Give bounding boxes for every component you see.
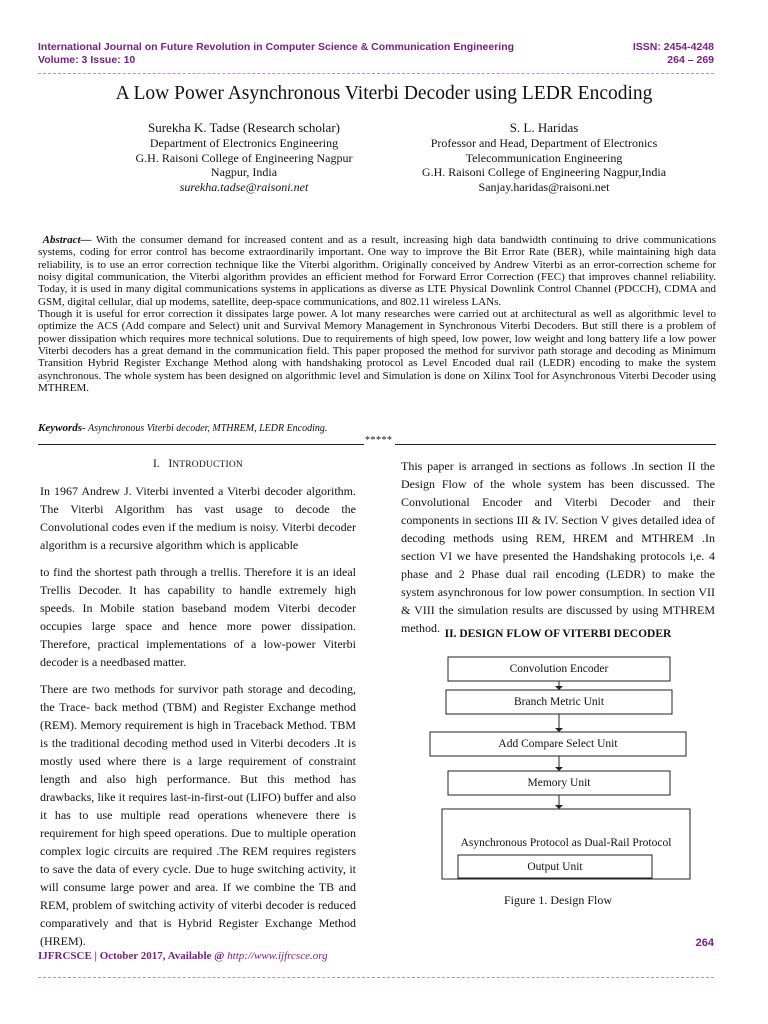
footer-url[interactable]: http://www.ijfrcsce.org — [227, 950, 328, 962]
journal-issn: ISSN: 2454-4248 — [632, 41, 714, 53]
keywords — [38, 422, 327, 434]
journal-header-right — [633, 41, 714, 67]
author-name: S. L. Haridas — [509, 120, 579, 135]
design-flow-svg — [420, 652, 698, 892]
footer-divider — [38, 977, 714, 978]
journal-volume: Volume: 3 Issue: 10 — [38, 54, 136, 66]
arrowhead-4 — [555, 805, 563, 809]
author-college: G.H. Raisoni College of Engineering Nagpur,India — [421, 165, 667, 179]
label-convolution-encoder: Convolution Encoder — [509, 663, 609, 675]
section-initial: I — [168, 458, 173, 470]
label-branch-metric-unit: Branch Metric Unit — [513, 696, 605, 708]
author-department: Department of Electronics Engineering — [149, 136, 339, 150]
keywords-text: Asynchronous Viterbi decoder, MTHREM, LEDR Encoding. — [85, 423, 328, 434]
author-department-2: Telecommunication Engineering — [465, 150, 623, 165]
separator-stars: ***** — [365, 435, 393, 446]
section-title-rest: NTRODUCTION — [172, 460, 243, 470]
section-number: I. — [153, 458, 160, 470]
abstract-lead: Abstract— — [42, 234, 92, 246]
design-flow-diagram — [420, 652, 698, 892]
label-add-compare-select-unit: Add Compare Select Unit — [498, 738, 618, 750]
journal-pages: 264 – 269 — [667, 54, 714, 66]
page-footer — [38, 950, 328, 962]
right-column — [401, 457, 715, 637]
intro-paragraph-2: to find the shortest path through a trellis. Therefore it is an ideal Trellis Decoder. It has capability to handle extremely high speeds. In Mobile station baseband modem Viterbi decoder occupies large space and hence more power dissipation. Therefore, practical implementations of a low-power Viterbi decoder is a needbased matter. — [40, 565, 356, 669]
intro-paragraph-1: In 1967 Andrew J. Viterbi invented a Viterbi decoder algorithm. The Viterbi Algorithm has vast usage to decode the Convolutional codes even if the medium is noisy. Viterbi decoder algorithm is a recursive algorithm which is applicable — [40, 484, 356, 552]
page-number: 264 — [695, 937, 714, 949]
keywords-label: Keywords- — [38, 422, 86, 434]
figure-caption: Figure 1. Design Flow — [504, 893, 612, 907]
abstract-paragraph-1 — [38, 234, 716, 308]
author-city: Nagpur, India — [210, 165, 278, 179]
author-email[interactable]: Sanjay.haridas@raisoni.net — [478, 179, 610, 194]
author-block-2 — [404, 120, 684, 194]
label-async-protocol: Asynchronous Protocol as Dual-Rail Protocol — [460, 837, 672, 849]
journal-name: International Journal on Future Revolution in Computer Science & Communication Engineering — [38, 41, 515, 53]
header-divider — [38, 73, 714, 74]
arrowhead-3 — [555, 767, 563, 771]
author-college: G.H. Raisoni College of Engineering Nagpur — [135, 150, 353, 165]
author-department: Professor and Head, Department of Electronics — [430, 136, 658, 150]
arrowhead-1 — [555, 686, 563, 690]
abstract — [38, 234, 716, 394]
arrowhead-2 — [555, 728, 563, 732]
author-name: Surekha K. Tadse (Research scholar) — [148, 120, 340, 135]
footer-text: IJFRCSCE | October 2017, Available @ — [38, 950, 228, 962]
abstract-text-1: With the consumer demand for increased content and as a result, increasing high data bandwidth continuing to drive communications systems, coding for error control has become extraordinarily important. One way to improve the Bit Error Rate (BER), while maintaining high data reliability, is to use an error correction technique like the Viterbi algorithm. Originally conceived by Andrew Viterbi as an error-correction scheme for noisy digital communication, the Viterbi algorithm provides an efficient method for Forward Error Correction (FEC) that improves channel reliability. Today, it is used in many digital communications systems in applications as diverse as LTE Physical Downlink Control Channel (PDCCH), CDMA and GSM, digital cellular, dial up modems, satellite, deep-space communications, and 802.11 wireless LANs. — [38, 234, 716, 308]
intro-paragraph-3: There are two methods for survivor path storage and decoding, the Trace- back method (TBM) and Register Exchange method (REM). Memory requirement is high in Traceback Method. TBM is the traditional decoding method used in Viterbi decoders .It is mostly used where there is a large requirement of constraint length and also high performance. But this method has drawbacks, like it requires last-in-first-out (LIFO) buffer and also it has to use multiple read operations whenevere there is requirement for high speed operations. Due to multiple operation complex logic circuits are required .The REM requires registers to save the data of every cycle. Due to huge switching activity, it will consume large power and area. If we combine the TB and REM, problem of switching activity of viterbi decoder is reduced comparatively and that is Hybrid Register Exchange Method (HREM). — [40, 682, 356, 948]
label-memory-unit: Memory Unit — [527, 777, 591, 789]
journal-header-left — [38, 41, 514, 67]
author-block-1 — [104, 120, 384, 194]
author-email[interactable]: surekha.tadse@raisoni.net — [179, 179, 309, 194]
outline-paragraph: This paper is arranged in sections as follows .In section II the Design Flow of the whole system has been discussed. The Convolutional Encoder and Viterbi Decoder and their components in sections III & IV. Section V gives detailed idea of decoding methods using REM, HREM and MTHREM .In section VI we have presented the Handshaking protocols i,e. 4 phase and 2 Phase dual rail encoding (LEDR) to make the system asynchronous for low power consumption. In section VII & VIII the simulation results are discussed by using MTHREM method. — [401, 459, 715, 635]
separator-line-right — [395, 444, 716, 445]
separator — [38, 435, 716, 449]
abstract-paragraph-2: Though it is useful for error correction it dissipates large power. A lot many researches were carried out at architectural as well as algorithmic level to optimize the ACS (Add compare and Select) unit and Survival Memory Management in Synchronous Viterbi Decoders. But still there is a problem of power dissipation which requires more technical solutions. Due to requirements of high speed, low power, low weight and long battery life a low power Viterbi decoders has a great demand in the communication field. This paper proposed the method for survivor path storage and decoding as Minimum Transition Hybrid Register Exchange Method along with handshaking protocol as Level Encoded dual rail (LEDR) encoding to make the system asynchronous. The whole system has been designed on algorithmic level and Simulation is done on Xilinx Tool for Asynchronous Viterbi Decoder using MTHREM. — [38, 308, 716, 395]
label-output-unit: Output Unit — [527, 861, 583, 873]
left-column — [40, 482, 356, 950]
section-heading-introduction — [40, 458, 356, 470]
paper-title: A Low Power Asynchronous Viterbi Decoder using LEDR Encoding — [115, 83, 653, 104]
section-heading-design-flow: II. DESIGN FLOW OF VITERBI DECODER — [444, 628, 672, 640]
separator-line-left — [38, 444, 364, 445]
